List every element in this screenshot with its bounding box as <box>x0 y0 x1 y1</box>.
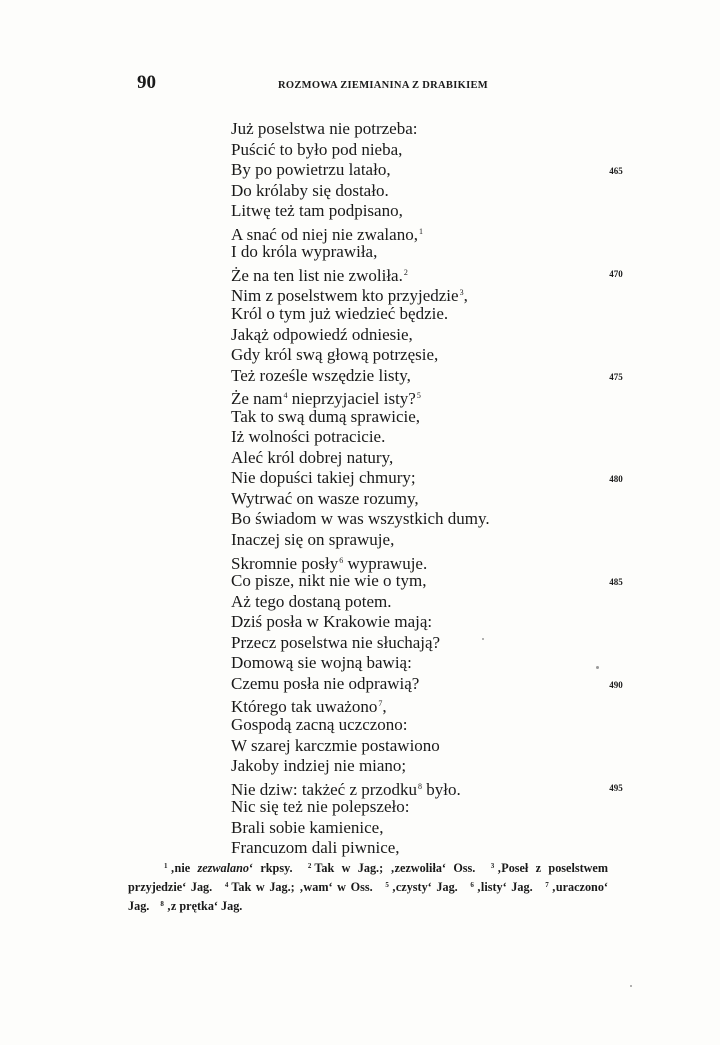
footnote-marker: 7 <box>378 699 383 709</box>
verse-line <box>231 509 490 529</box>
footnote <box>160 899 242 913</box>
verse-line <box>231 304 448 324</box>
footnote <box>308 861 475 875</box>
footnote-number: 2 <box>307 862 312 870</box>
verse-text: Co pisze, nikt nie wie o tym, <box>231 571 427 591</box>
paper-speck <box>596 666 599 669</box>
verse-line <box>231 633 440 653</box>
verse-text: Francuzom dali piwnice, <box>231 838 400 858</box>
verse-text: Nie dopuści takiej chmury; <box>231 468 416 488</box>
verse-text: Czemu posła nie odprawią? <box>231 673 420 693</box>
verse-text: Do królaby się dostało. <box>231 180 389 200</box>
verse-text: Gospodą zacną uczczono: <box>231 714 408 734</box>
footnote-text: ‚uraczono‘ Jag. <box>128 880 608 913</box>
verse-line <box>231 263 408 286</box>
verse-text: By po powietrzu latało, <box>231 160 391 180</box>
footnote-text: ‘ rkpsy. <box>248 861 293 875</box>
verse-line <box>231 756 406 776</box>
verse-text: Inaczej się on sprawuje, <box>231 530 395 549</box>
footnote-text: ‚nie <box>170 861 198 875</box>
footnote-text: ‚z prętka‘ Jag. <box>166 899 243 913</box>
verse-line <box>231 181 389 201</box>
verse-line <box>231 592 392 612</box>
verse-text: Że na ten list nie zwoliła. <box>231 265 403 285</box>
footnote-text: ‚czysty‘ Jag. <box>391 880 458 894</box>
footnote-marker: 3 <box>459 288 464 298</box>
verse-line <box>231 530 394 550</box>
footnote-marker: 6 <box>339 555 344 565</box>
verse-line <box>231 715 408 735</box>
verse-text-tail: nieprzyjaciel isty? <box>287 389 416 409</box>
verse-text: Że nam <box>231 389 283 409</box>
verse-text: Też roześle wszędzie listy, <box>231 365 411 385</box>
line-number: 465 <box>609 166 623 177</box>
footnote-number: 5 <box>385 881 389 889</box>
verse-text: W szarej karczmie postawiono <box>231 735 440 755</box>
footnote-text: ‚Poseł z poselstwem przyjedzie‘ Jag. <box>128 861 608 894</box>
footnote-marker: 2 <box>403 267 408 277</box>
verse-text: Tak to swą dumą sprawicie, <box>231 406 421 426</box>
verse-line <box>231 427 385 447</box>
verse-line <box>231 674 419 694</box>
footnote-marker: 4 <box>283 391 288 401</box>
verse-line <box>231 160 391 180</box>
verse-line <box>231 694 387 717</box>
verse-text: Wytrwać on wasze rozumy, <box>231 488 419 508</box>
paper-speck <box>630 985 632 987</box>
verse-text: Król o tym już wiedzieć będzie. <box>231 303 449 323</box>
footnote-text: Tak w Jag.; ‚zezwoliła‘ Oss. <box>314 861 476 875</box>
footnote-number: 1 <box>164 862 168 870</box>
verse-text: Brali sobie kamienice, <box>231 817 384 837</box>
verse-line <box>231 468 416 488</box>
verse-line <box>231 325 413 345</box>
verse-line <box>231 777 461 800</box>
verse-line <box>231 222 423 245</box>
footnote-number: 6 <box>470 881 474 889</box>
footnote-number: 4 <box>224 881 229 889</box>
verse-text: Którego tak uważono <box>231 697 378 717</box>
footnote-text: ‚listy‘ Jag. <box>476 880 533 894</box>
verse-text: Nic się też nie polepszeło: <box>231 797 410 817</box>
verse-line <box>231 201 403 221</box>
line-number: 475 <box>609 371 623 382</box>
verse-line <box>231 119 417 139</box>
verse-text-tail: wyprawuje. <box>343 553 428 573</box>
verse-text: Aż tego dostaną potem. <box>231 591 392 611</box>
verse-line <box>231 797 409 817</box>
verse-text-tail: , <box>382 697 387 717</box>
footnote-number: 7 <box>545 881 549 889</box>
verse-text: Jakąż odpowiedź odniesie, <box>231 324 413 344</box>
verse-line <box>231 366 411 386</box>
footnote <box>385 880 457 894</box>
verse-text: Już poselstwa nie potrzeba: <box>231 119 418 138</box>
line-number: 485 <box>609 577 623 588</box>
verse-text: Iż wolności potracicie. <box>231 427 386 447</box>
verse-text: Nie dziw: takżeć z przodku <box>231 779 417 799</box>
verse-line <box>231 407 420 427</box>
verse-line <box>231 571 426 591</box>
verse-text: Litwę też tam podpisano, <box>231 201 403 221</box>
footnote-marker: 5 <box>416 391 421 401</box>
verse-text-tail: było. <box>421 779 461 799</box>
line-number: 490 <box>609 679 623 690</box>
verse-line <box>231 386 421 409</box>
verse-line <box>231 448 393 468</box>
line-number: 480 <box>609 474 623 485</box>
verse-text: Nim z poselstwem kto przyjedzie <box>231 286 459 306</box>
verse-line <box>231 612 432 632</box>
verse-line <box>231 345 438 365</box>
verse-line <box>231 489 419 509</box>
page-number: 90 <box>137 72 156 93</box>
verse-text: Puścić to było pod nieba, <box>231 139 403 159</box>
verse-line <box>231 242 377 262</box>
verse-text: Dziś posła w Krakowie mają: <box>231 612 433 632</box>
running-head: ROZMOWA ZIEMIANINA Z DRABIKIEM <box>278 80 488 91</box>
verse-text: A snać od niej nie zwalano, <box>231 224 418 244</box>
line-number: 470 <box>609 268 623 279</box>
footnote-number: 3 <box>490 862 495 870</box>
verse-line <box>231 551 427 574</box>
verse-line <box>231 736 440 756</box>
verse-text-tail: , <box>463 286 468 306</box>
footnote-italic: zezwalano <box>197 861 249 875</box>
footnote-marker: 1 <box>418 226 423 236</box>
footnotes <box>128 858 608 915</box>
verse-text: Domową sie wojną bawią: <box>231 653 412 673</box>
verse-line <box>231 818 383 838</box>
verse-text: I do króla wyprawiła, <box>231 242 378 262</box>
footnote <box>164 861 293 875</box>
paper-speck <box>482 638 484 640</box>
footnote-number: 8 <box>160 900 164 908</box>
verse-text: Aleć król dobrej natury, <box>231 447 394 467</box>
line-number: 495 <box>609 782 623 793</box>
verse-line <box>231 283 468 306</box>
verse-text: Gdy król swą głową potrzęsie, <box>231 345 439 365</box>
footnote <box>225 880 373 894</box>
verse-line <box>231 653 412 673</box>
verse-text: Skromnie posły <box>231 553 339 573</box>
verse-line <box>231 838 400 858</box>
footnote-text: Tak w Jag.; ‚wam‘ w Oss. <box>231 880 373 894</box>
footnote <box>470 880 532 894</box>
verse-text: Bo świadom w was wszystkich dumy. <box>231 509 490 529</box>
verse-line <box>231 140 402 160</box>
footnote-marker: 8 <box>417 781 422 791</box>
verse-text: Przecz poselstwa nie słuchają? <box>231 632 441 652</box>
verse-text: Jakoby indziej nie miano; <box>231 756 407 776</box>
